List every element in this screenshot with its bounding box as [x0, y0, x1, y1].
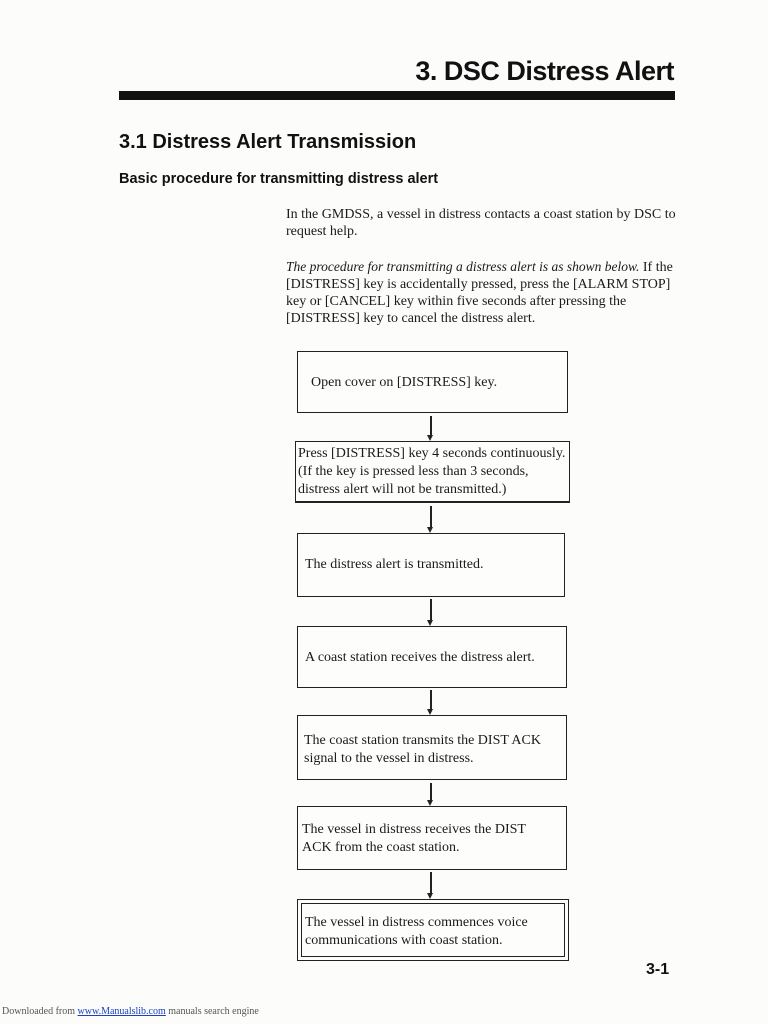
flow-step-coast-receives	[297, 626, 567, 688]
page-number: 3-1	[646, 961, 670, 978]
flow-step-vessel-receives-ack	[297, 806, 567, 870]
flow-step-text: The vessel in distress commences voice	[305, 915, 528, 930]
flow-step-text: ACK from the coast station.	[302, 840, 460, 855]
flow-step-text: The vessel in distress receives the DIST	[302, 822, 526, 837]
flow-step-text: A coast station receives the distress alert.	[305, 650, 535, 665]
flow-step-inner-border	[301, 903, 565, 957]
flow-step-text: (If the key is pressed less than 3 seconds,	[298, 464, 529, 479]
flow-step-voice-communications	[297, 899, 569, 961]
procedure-paragraph	[286, 258, 678, 327]
flow-step-open-cover	[297, 351, 568, 413]
intro-paragraph: In the GMDSS, a vessel in distress contacts a coast station by DSC to request help.	[286, 207, 676, 239]
download-footer	[2, 1006, 259, 1017]
chapter-title: 3. DSC Distress Alert	[415, 56, 674, 86]
flow-step-coast-transmits-ack	[297, 715, 567, 780]
flow-step-text: The coast station transmits the DIST ACK	[304, 733, 541, 748]
footer-suffix: manuals search engine	[168, 1006, 259, 1017]
procedure-subheading: Basic procedure for transmitting distress alert	[119, 171, 439, 187]
section-heading: 3.1 Distress Alert Transmission	[119, 131, 417, 153]
flow-step-press-distress	[295, 441, 570, 503]
flow-step-text: signal to the vessel in distress.	[304, 751, 474, 766]
procedure-cancel-text: If the [DISTRESS] key is accidentally pressed, press the [ALARM STOP] key or [CANCEL] key within five seconds after pressing the [DISTRESS] key to cancel the distress alert.	[286, 260, 673, 326]
footer-prefix: Downloaded from	[2, 1006, 76, 1017]
flow-step-text: communications with coast station.	[305, 933, 503, 948]
flow-step-alert-transmitted	[297, 533, 565, 597]
manualslib-link[interactable]: www.Manualslib.com	[77, 1006, 166, 1017]
flow-step-text: distress alert will not be transmitted.)	[298, 482, 507, 497]
flow-step-text: Press [DISTRESS] key 4 seconds continuously.	[298, 446, 566, 461]
chapter-rule	[119, 91, 675, 100]
flow-step-text: Open cover on [DISTRESS] key.	[311, 375, 498, 390]
procedure-lead-text: The procedure for transmitting a distress alert is as shown below.	[286, 259, 640, 274]
flow-step-text: The distress alert is transmitted.	[305, 557, 484, 572]
